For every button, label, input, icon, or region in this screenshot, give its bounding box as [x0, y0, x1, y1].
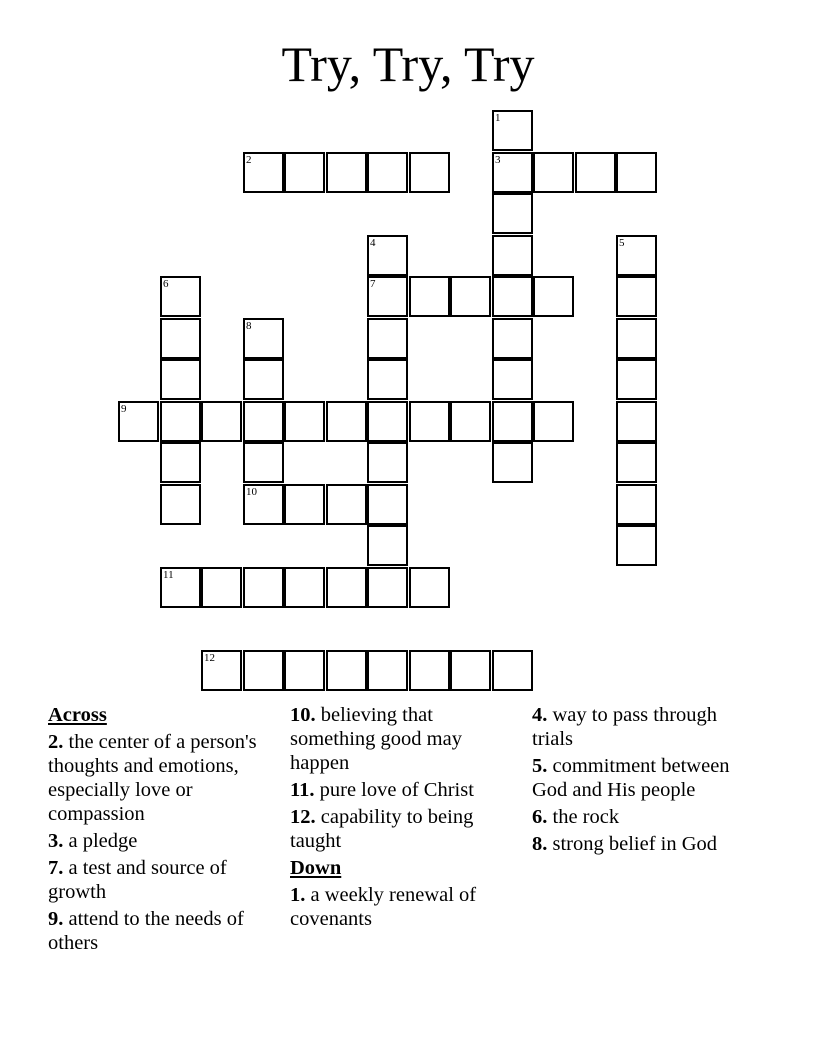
clue-number: 12: [204, 652, 215, 664]
grid-cell[interactable]: [243, 318, 284, 359]
grid-cell[interactable]: [326, 650, 367, 691]
grid-cell[interactable]: [575, 152, 616, 193]
clue-number: 3: [495, 154, 501, 166]
grid-cell[interactable]: [492, 359, 533, 400]
clue-number: 5: [619, 237, 625, 249]
clue-number: 9: [121, 403, 127, 415]
across-clue-12: 12. capability to being taught: [290, 806, 474, 852]
grid-cell[interactable]: [616, 152, 657, 193]
grid-cell[interactable]: [533, 276, 574, 317]
down-clue-4: 4. way to pass through trials: [532, 704, 718, 750]
grid-cell[interactable]: [367, 484, 408, 525]
grid-cell[interactable]: [409, 567, 450, 608]
across-clue-2: 2. the center of a person's thoughts and emotions, especially love or compassion: [48, 731, 257, 825]
grid-cell[interactable]: [367, 650, 408, 691]
grid-cell[interactable]: [492, 110, 533, 151]
grid-cell[interactable]: [160, 318, 201, 359]
grid-cell[interactable]: [160, 401, 201, 442]
grid-cell[interactable]: [533, 152, 574, 193]
across-clue-3: 3. a pledge: [48, 830, 138, 852]
grid-cell[interactable]: [367, 359, 408, 400]
grid-cell[interactable]: [284, 152, 325, 193]
grid-cell[interactable]: [409, 401, 450, 442]
grid-cell[interactable]: [450, 401, 491, 442]
grid-cell[interactable]: [409, 276, 450, 317]
grid-cell[interactable]: [367, 442, 408, 483]
grid-cell[interactable]: [284, 567, 325, 608]
grid-cell[interactable]: [367, 235, 408, 276]
grid-cell[interactable]: [409, 650, 450, 691]
grid-cell[interactable]: [201, 401, 242, 442]
grid-cell[interactable]: [326, 484, 367, 525]
grid-cell[interactable]: [492, 235, 533, 276]
across-clue-9: 9. attend to the needs of others: [48, 908, 244, 954]
grid-cell[interactable]: [201, 650, 242, 691]
grid-cell[interactable]: [367, 525, 408, 566]
grid-cell[interactable]: [243, 650, 284, 691]
puzzle-title: Try, Try, Try: [281, 36, 535, 92]
across-clue-11: 11. pure love of Christ: [290, 779, 474, 801]
across-heading: Across: [48, 704, 107, 726]
grid-cell[interactable]: [450, 650, 491, 691]
grid-cell[interactable]: [160, 567, 201, 608]
grid-cell[interactable]: [492, 193, 533, 234]
clue-column-3: [532, 703, 760, 859]
clue-number: 4: [370, 237, 376, 249]
grid-cell[interactable]: [243, 152, 284, 193]
grid-cell[interactable]: [243, 401, 284, 442]
grid-cell[interactable]: [243, 442, 284, 483]
clue-number: 8: [246, 320, 252, 332]
grid-cell[interactable]: [492, 276, 533, 317]
grid-cell[interactable]: [326, 152, 367, 193]
down-heading: Down: [290, 857, 342, 879]
grid-cell[interactable]: [367, 152, 408, 193]
clue-number: 11: [163, 569, 174, 581]
grid-cell[interactable]: [284, 650, 325, 691]
clue-number: 2: [246, 154, 252, 166]
grid-cell[interactable]: [160, 276, 201, 317]
grid-cell[interactable]: [118, 401, 159, 442]
grid-cell[interactable]: [450, 276, 491, 317]
grid-cell[interactable]: [492, 650, 533, 691]
clue-number: 6: [163, 278, 169, 290]
grid-cell[interactable]: [160, 442, 201, 483]
grid-cell[interactable]: [326, 567, 367, 608]
clue-column-2: [290, 703, 518, 934]
clue-number: 10: [246, 486, 257, 498]
down-clue-8: 8. strong belief in God: [532, 833, 718, 855]
down-clue-5: 5. commitment between God and His people: [532, 755, 730, 801]
grid-cell[interactable]: [243, 359, 284, 400]
grid-cell[interactable]: [284, 401, 325, 442]
across-clue-7: 7. a test and source of growth: [48, 857, 227, 903]
grid-cell[interactable]: [326, 401, 367, 442]
grid-cell[interactable]: [616, 359, 657, 400]
clue-column-1: [48, 703, 276, 958]
grid-cell[interactable]: [492, 152, 533, 193]
grid-cell[interactable]: [533, 401, 574, 442]
grid-cell[interactable]: [492, 401, 533, 442]
down-clue-6: 6. the rock: [532, 806, 620, 828]
down-clue-1: 1. a weekly renewal of covenants: [290, 884, 477, 930]
grid-cell[interactable]: [367, 276, 408, 317]
grid-cell[interactable]: [492, 318, 533, 359]
across-clue-10: 10. believing that something good may happen: [290, 704, 462, 774]
grid-cell[interactable]: [616, 484, 657, 525]
grid-cell[interactable]: [616, 401, 657, 442]
grid-cell[interactable]: [284, 484, 325, 525]
grid-cell[interactable]: [616, 525, 657, 566]
clue-number: 1: [495, 112, 501, 124]
grid-cell[interactable]: [367, 567, 408, 608]
grid-cell[interactable]: [160, 359, 201, 400]
grid-cell[interactable]: [243, 567, 284, 608]
grid-cell[interactable]: [201, 567, 242, 608]
grid-cell[interactable]: [367, 318, 408, 359]
grid-cell[interactable]: [409, 152, 450, 193]
clue-number: 7: [370, 278, 376, 290]
grid-cell[interactable]: [492, 442, 533, 483]
grid-cell[interactable]: [616, 318, 657, 359]
grid-cell[interactable]: [367, 401, 408, 442]
grid-cell[interactable]: [616, 235, 657, 276]
grid-cell[interactable]: [243, 484, 284, 525]
grid-cell[interactable]: [616, 442, 657, 483]
grid-cell[interactable]: [616, 276, 657, 317]
grid-cell[interactable]: [160, 484, 201, 525]
